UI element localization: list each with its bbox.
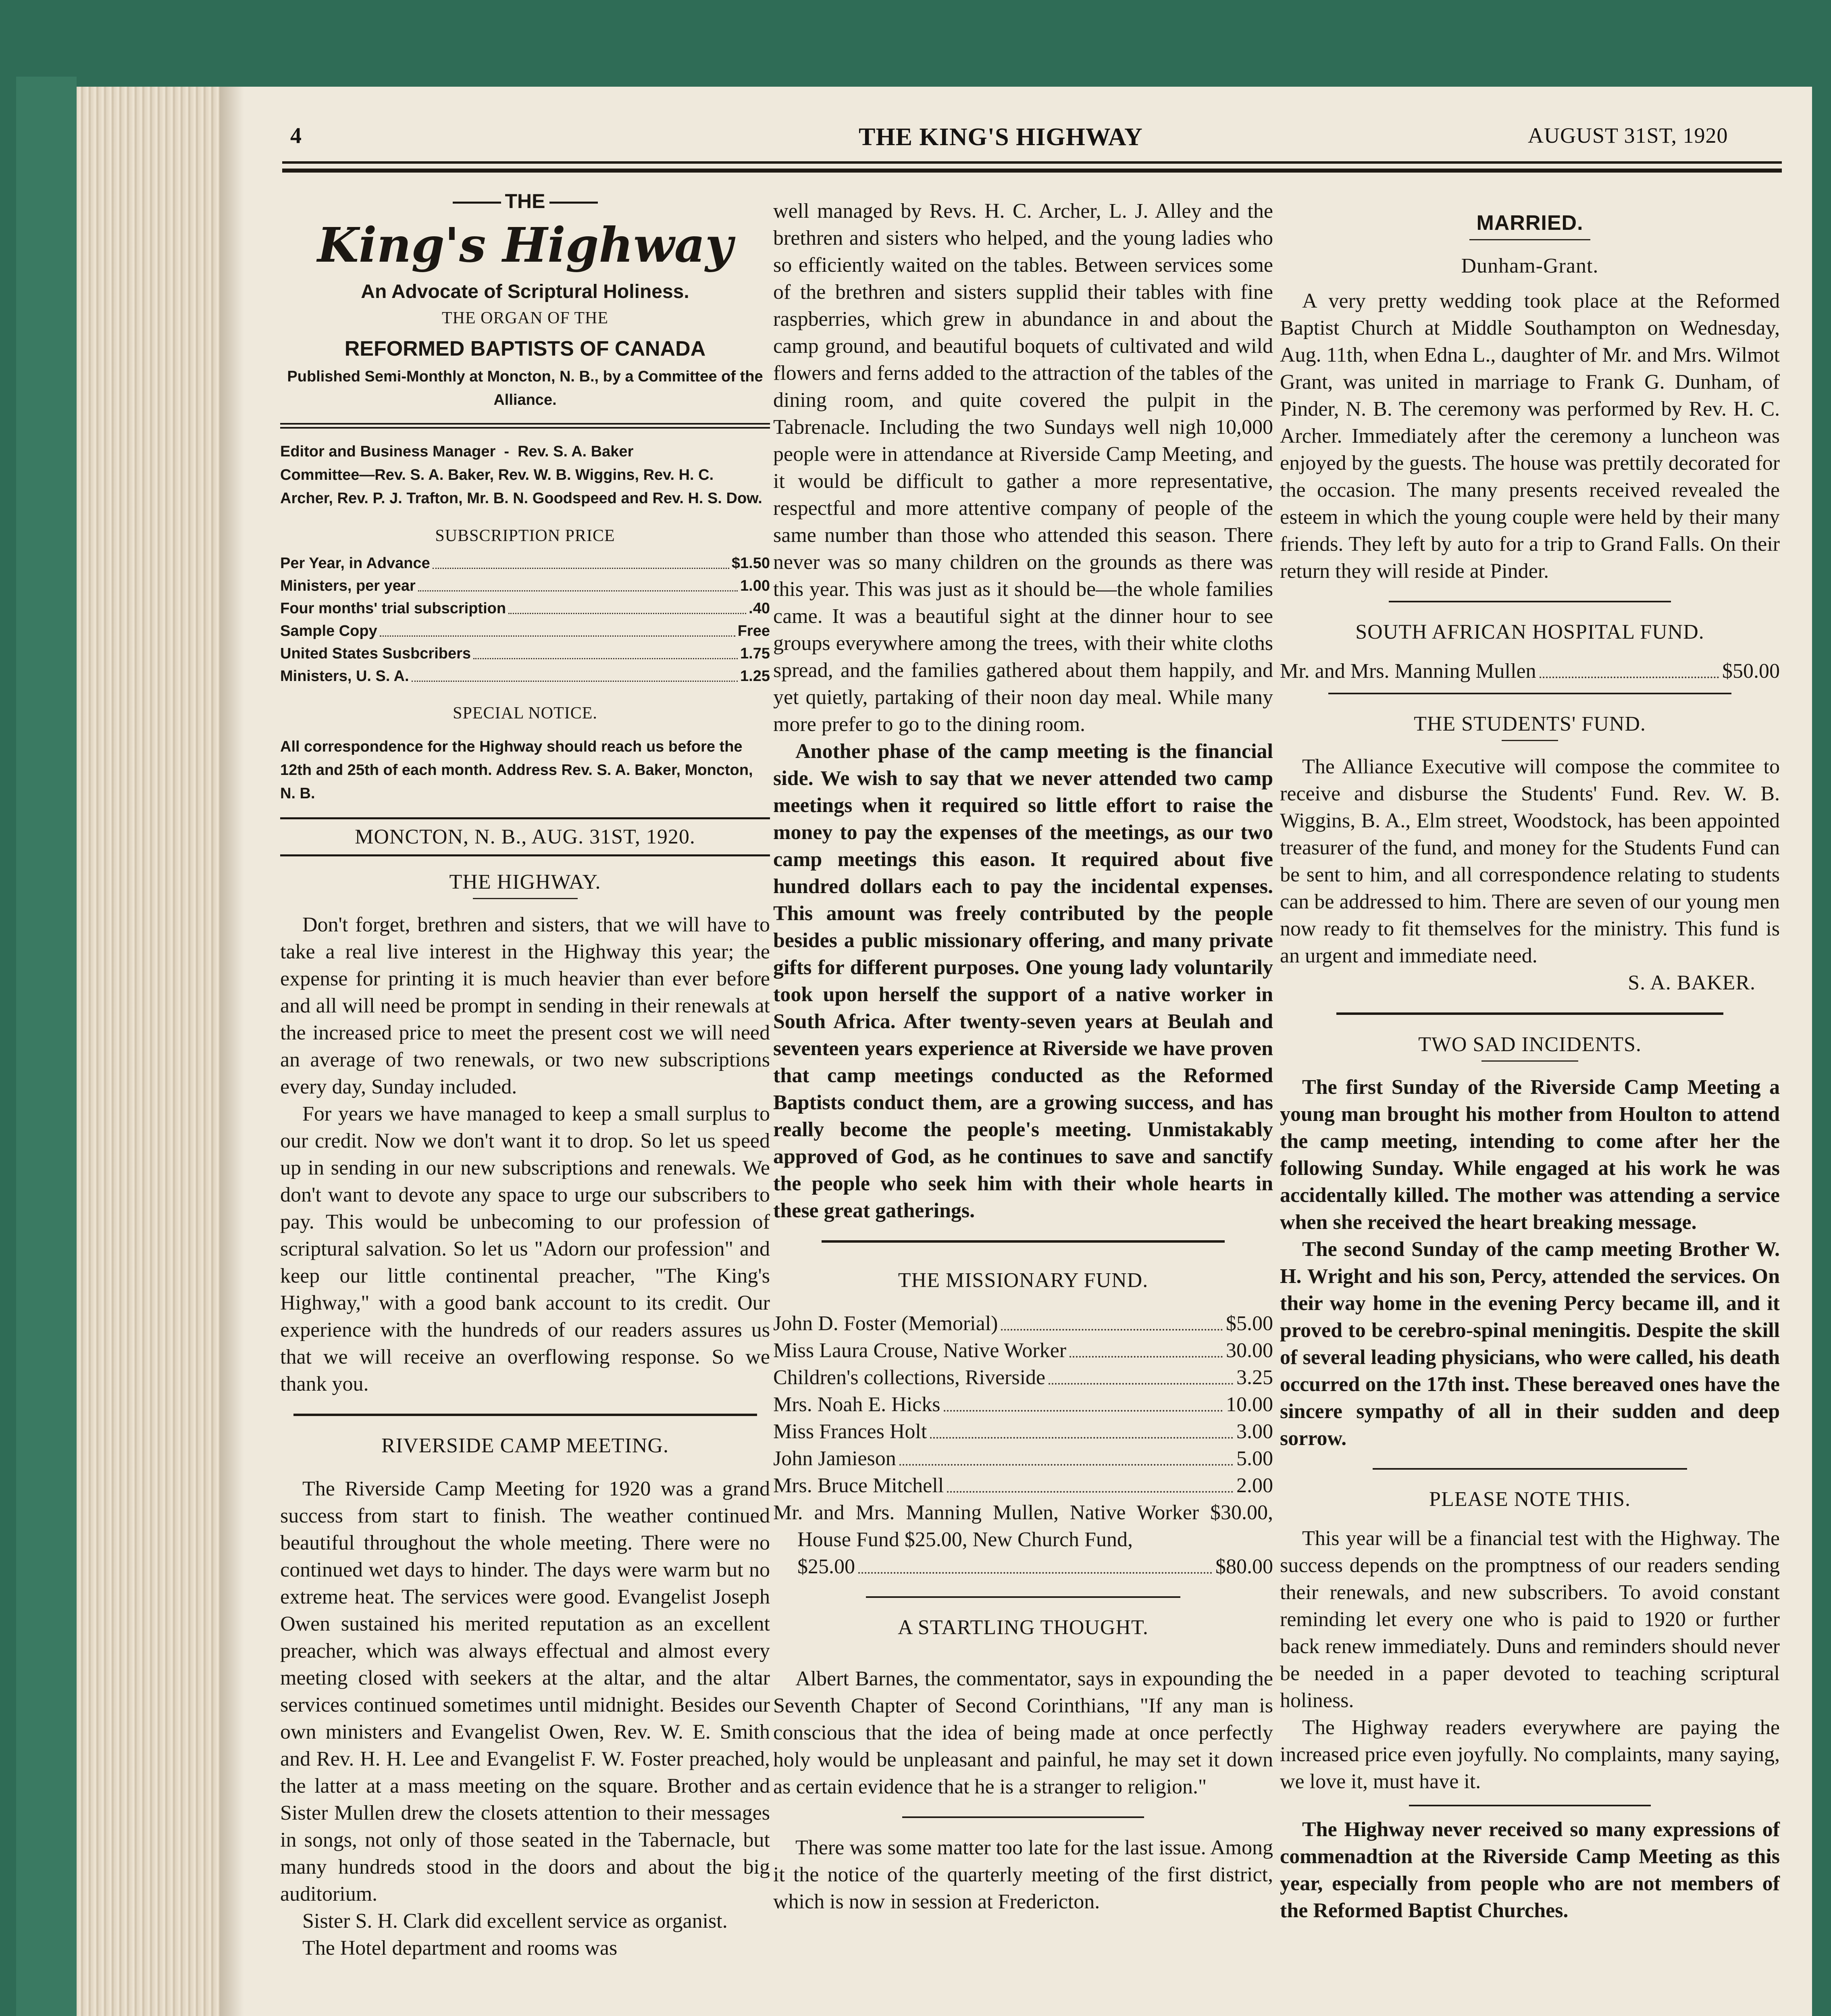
- spacer: [1280, 1513, 1780, 1525]
- highway-heading: THE HIGHWAY.: [449, 871, 601, 893]
- dateline: MONCTON, N. B., AUG. 31ST, 1920.: [280, 817, 770, 856]
- page-edges: [77, 87, 222, 2016]
- late-matter: There was some matter too late for the last issue. Among it the notice of the quarterly meeting of the first district, which is now in session at Fredericton.: [773, 1836, 1273, 1913]
- spacer: [1280, 279, 1780, 287]
- short-rule: [1481, 1060, 1578, 1062]
- masthead-title: King's Highway: [317, 217, 733, 273]
- sad-paragraph-1: The first Sunday of the Riverside Camp Meeting a young man brought his mother from Houlton to attend the camp meeting, intending to come after her the following Sunday. While engaged at his work he was accidentally killed. The mother was attending a service when she received the heart breaking message.: [1280, 1076, 1780, 1234]
- camp-paragraph-3: The Hotel department and rooms was: [302, 1937, 618, 1960]
- spacer: [280, 1459, 770, 1475]
- hospital-heading: SOUTH AFRICAN HOSPITAL FUND.: [1355, 621, 1704, 644]
- fund-row: Children's collections, Riverside 3.25: [773, 1364, 1273, 1391]
- masthead-editor: Editor and Business Manager - Rev. S. A. Baker: [280, 443, 634, 460]
- students-signature: S. A. BAKER.: [1628, 971, 1756, 994]
- notice-heading: SPECIAL NOTICE.: [453, 704, 597, 723]
- fund-row: Mrs. Noah E. Hicks 10.00: [773, 1391, 1273, 1418]
- startling-paragraph: Albert Barnes, the commentator, says in expounding the Seventh Chapter of Second Corinthians, "If any man is conscious that the idea of being made at once perfectly holy would be unpleasant and painful, he may set it down as certain evidence that he is a stranger to religion.": [773, 1667, 1273, 1798]
- note-paragraph-1: This year will be a financial test with the Highway. The success depends on the promptness of our readers sending their renewals, and new subscribers. To avoid constant reminding let every one who is paid to 1920 or further back renew immediately. Duns and reminders should never be needed in a paper devoted to teaching scriptural holiness.: [1280, 1527, 1780, 1712]
- price-row: Four months' trial subscription .40: [280, 597, 770, 620]
- fund-row: John D. Foster (Memorial) $5.00: [773, 1310, 1273, 1337]
- short-rule: [1502, 740, 1558, 741]
- camp-paragraph-2: Sister S. H. Clark did excellent service as organist.: [302, 1910, 728, 1933]
- price-row: Sample Copy Free: [280, 620, 770, 642]
- short-rule: [473, 898, 578, 899]
- section-rule: [293, 1414, 757, 1416]
- subscription-heading: SUBSCRIPTION PRICE: [435, 527, 615, 545]
- spacer: [773, 1294, 1273, 1310]
- price-list: [280, 552, 770, 687]
- married-subheading: Dunham-Grant.: [1461, 254, 1599, 277]
- column-3: [1280, 210, 1780, 1924]
- camp-paragraph-1: The Riverside Camp Meeting for 1920 was a grand success from start to finish. The weather continued beautiful throughout the whole meeting. There were no continued wet days to hinder. The days were warm but no extreme heat. The services were good. Evangelist Joseph Owen sustained his merited reputation as an excellent preacher, which was always effectual and almost every meeting closed with seekers at the altar, and the altar services continued sometimes until midnight. Besides our own ministers and Evangelist Owen, Rev. W. E. Smith and Rev. H. H. Lee and Evangelist F. W. Foster preached, the latter at a mass meeting on the square. Brother and Sister Mullen drew the closets attention to their messages in songs, not only of those seated in the Tabernacle, but many hundreds stood in the doors and about the big auditorium.: [280, 1477, 770, 1906]
- gutter-shadow: [220, 87, 244, 2016]
- price-row: Ministers, per year 1.00: [280, 575, 770, 597]
- price-row: Ministers, U. S. A. 1.25: [280, 665, 770, 687]
- spacer: [1280, 646, 1780, 658]
- masthead-double-rule: [280, 423, 770, 429]
- sad-paragraph-2: The second Sunday of the camp meeting Brother W. H. Wright and his son, Percy, attended the services. On their way home in the evening Percy became ill, and it proved to be cerebro-spinal meningitis. Despite the skill of several leading physicians, who were called, his death occurred on the 17th inst. These bereaved ones have the sincere sympathy of all in their sudden and deep sorrow.: [1280, 1238, 1780, 1450]
- issue-date: AUGUST 31ST, 1920: [1528, 123, 1728, 148]
- married-heading: MARRIED.: [1476, 211, 1583, 235]
- fund-row: Mrs. Bruce Mitchell 2.00: [773, 1472, 1273, 1499]
- masthead-committee: Committee—Rev. S. A. Baker, Rev. W. B. Wiggins, Rev. H. C. Archer, Rev. P. J. Trafton, Mr. B. N. Goodspeed and Rev. H. S. Dow.: [280, 467, 762, 507]
- section-rule: [1328, 693, 1731, 694]
- students-heading: THE STUDENTS' FUND.: [1414, 712, 1646, 735]
- section-rule: [866, 1596, 1180, 1598]
- masthead-organ-line: THE ORGAN OF THE: [441, 309, 609, 327]
- fund-row: Mr. and Mrs. Manning Mullen $50.00: [1280, 658, 1780, 685]
- fund-row: John Jamieson 5.00: [773, 1445, 1273, 1472]
- camp-paragraph-4: well managed by Revs. H. C. Archer, L. J. Alley and the brethren and sisters who helped, and the young ladies who so efficiently waited on the tables. Between services some of the brethren and sisters supplid their tables with fine raspberries, which grew in abundance in and about the camp ground, and beautiful boquets of cultivated and wild flowers and ferns added to the attraction of the tables of the dining room, and quite covered the pulpit in the Tabrenacle. Including the two Sundays well nigh 10,000 people were in attendance at Riverside Camp Meeting, and it would be difficult to gather a more representative, respectful and more attentive company of people of the same number than those who attended this season. There never was so many children on the grounds as there was this year. This was just as it should be—the whole families came. It was a beautiful sight at the dinner hour to see groups everywhere among the trees, with their white cloths spread, and the families gathered about them happily, and yet quietly, partaking of their noon day meal. While many more prefer to go to the dining room.: [773, 200, 1273, 736]
- section-rule: [1373, 1468, 1687, 1470]
- fund-row: $25.00 $80.00: [773, 1553, 1273, 1580]
- highway-paragraph-2: For years we have managed to keep a small surplus to our credit. Now we don't want it to drop. So let us speed up in sending in our new subscriptions and renewals. We don't want to devote any space to urge our subscribers to pay. This would be unbecoming to our profession of scriptural salvation. So let us "Adorn our profession" and keep our little continental preacher, "The King's Highway," with a good bank account to its credit. Our experience with the hundreds of our readers assures us that we will receive an overflowing response. So we thank you.: [280, 1102, 770, 1395]
- price-row: United States Susbcribers 1.75: [280, 642, 770, 665]
- section-rule: [1409, 1805, 1651, 1806]
- price-row: Per Year, in Advance $1.50: [280, 552, 770, 575]
- short-rule: [1469, 239, 1590, 240]
- fund-entry-mullen: Mr. and Mrs. Manning Mullen, Native Worker $30.00, House Fund $25.00, New Church Fund,: [773, 1501, 1273, 1551]
- section-rule: [822, 1240, 1225, 1243]
- section-rule: [1336, 1012, 1723, 1015]
- highway-paragraph-1: Don't forget, brethren and sisters, that we will have to take a real live interest in the Highway this year; the expense for printing it is much heavier than ever before and all will need be prompt in sending in their renewals at the increased price to meet the present cost we will need an average of two renewals, or two new subscriptions every day, Sunday included.: [280, 913, 770, 1098]
- special-notice: All correspondence for the Highway should reach us before the 12th and 25th of each month. Address Rev. S. A. Baker, Moncton, N. B.: [280, 738, 753, 802]
- section-rule: [902, 1816, 1144, 1818]
- header-rule-bottom: [282, 169, 1782, 173]
- header-rule-top: [282, 161, 1782, 164]
- fund-row: Miss Frances Holt 3.00: [773, 1418, 1273, 1445]
- running-title: THE KING'S HIGHWAY: [859, 123, 1143, 151]
- camp-paragraph-5: Another phase of the camp meeting is the financial side. We wish to say that we never attended two camp meetings when it required so little effort to raise the money to pay the expenses of the meetings, as our two camp meetings this eason. It required about five hundred dollars each to pay the incidental expenses. This amount was freely contributed by the people besides a public missionary offering, and many private gifts for different purposes. One young lady voluntarily took upon herself the support of a native worker in South Africa. After twenty-seven years at Beulah and seventeen years experience at Riverside we have proven that camp meetings conducted as the Reformed Baptists conduct them, are a growing success, and has really become the people's meeting. Unmistakably approved of God, as he continues to save and sanctify the people who seek him with their whole hearts in these great gatherings.: [773, 740, 1273, 1222]
- section-rule: [1389, 601, 1671, 602]
- note-paragraph-2: The Highway readers everywhere are paying the increased price even joyfully. No complaints, many saying, we love it, must have it.: [1280, 1716, 1780, 1793]
- startling-heading: A STARTLING THOUGHT.: [898, 1616, 1149, 1639]
- missionary-heading: THE MISSIONARY FUND.: [898, 1269, 1149, 1292]
- book-binding: [16, 77, 77, 2016]
- sad-heading: TWO SAD INCIDENTS.: [1418, 1033, 1642, 1056]
- masthead-the: THE: [280, 190, 770, 213]
- column-1: [280, 190, 770, 1962]
- column-2: [773, 198, 1273, 1915]
- fund-row: Miss Laura Crouse, Native Worker 30.00: [773, 1337, 1273, 1364]
- spacer: [773, 1641, 1273, 1665]
- camp-heading: RIVERSIDE CAMP MEETING.: [381, 1434, 669, 1457]
- masthead-published: Published Semi-Monthly at Moncton, N. B., by a Committee of the Alliance.: [287, 368, 763, 408]
- masthead-denomination: REFORMED BAPTISTS OF CANADA: [344, 337, 706, 360]
- students-paragraph: The Alliance Executive will compose the commitee to receive and disburse the Students' Fund. Rev. W. B. Wiggins, B. A., Elm street, Woodstock, has been appointed treasurer of the fund, and money for the Students Fund can be sent to him, and all correspondence relating to students can be addressed to him. There are seven of our young men now ready to fit themselves for the ministry. This fund is an urgent and immediate need.: [1280, 755, 1780, 967]
- missionary-list: [773, 1310, 1273, 1580]
- commendation-paragraph: The Highway never received so many expressions of commenadtion at the Riverside Camp Meeting as this year, especially from people who are not members of the Reformed Baptist Churches.: [1280, 1818, 1780, 1922]
- note-heading: PLEASE NOTE THIS.: [1429, 1488, 1631, 1511]
- masthead-subtitle: An Advocate of Scriptural Holiness.: [361, 281, 689, 302]
- page-number: 4: [290, 123, 302, 148]
- married-paragraph: A very pretty wedding took place at the Reformed Baptist Church at Middle Southampton on Wednesday, Aug. 11th, when Edna L., daughter of Mr. and Mrs. Wilmot Grant, was united in marriage to Frank G. Dunham, of Pinder, N. B. The ceremony was performed by Rev. H. C. Archer. Immediately after the ceremony a luncheon was enjoyed by the guests. The house was prettily decorated for the occasion. The many presents received revealed the esteem in which the young couple were held by their many friends. They left by auto for a trip to Grand Falls. On their return they will reside at Pinder.: [1280, 289, 1780, 583]
